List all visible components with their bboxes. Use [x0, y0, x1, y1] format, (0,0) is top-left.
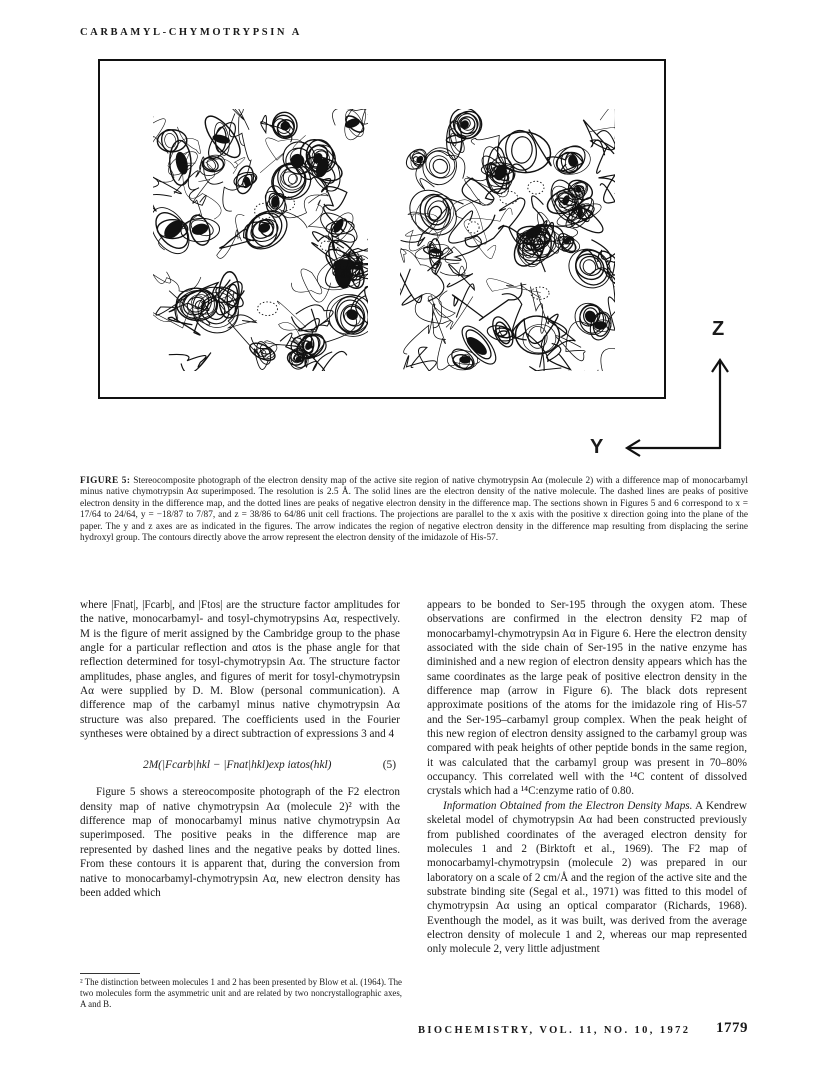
section-heading: Information Obtained from the Electron Density Maps.	[443, 799, 693, 812]
figure-caption	[80, 476, 748, 544]
footnote: ² The distinction between molecules 1 and 2 has been presented by Blow et al. (1964). The two molecules form the asymmetric unit and are related by two noncrystallographic axes, A and B.	[80, 977, 402, 1009]
right-paragraph-1: appears to be bonded to Ser-195 through the oxygen atom. These observations are confirmed in the electron density F2 map of monocarbamyl-chymotrypsin Aα in Figure 6. Here the electron density associated with the side chain of Ser-195 in the native enzyme has diminished and a new region of electron density appears which has the same coordinates as the large peak of positive electron density in the difference map (arrow in Figure 6). The black dots represent approximate positions of the atoms for the imidazole ring of His-57 and the Ser-195–carbamyl group complex. When the peak height of this new region of electron density assigned to the carbamyl group was compared with peak heights of other peptide bonds in the same region, it was calculated that the carbamyl group was present in 70–80% occupancy. This correlated well with the ¹⁴C content of dissolved crystals which had a ¹⁴C:enzyme ratio of 0.80.	[427, 599, 747, 798]
axis-indicator	[590, 318, 730, 468]
equation-text: 2M(|Fcarb|hkl − |Fnat|hkl)exp iαtos(hkl)	[143, 759, 332, 772]
density-map-right-image	[400, 109, 615, 371]
axis-arrows	[590, 318, 730, 468]
left-paragraph-1: where |Fnat|, |Fcarb|, and |Ftos| are the structure factor amplitudes for the native, monocarbamyl- and tosyl-chymotrypsins Aα, respectively. M is the figure of merit assigned by the Cambridge group to the phase angle for a particular reflection and αtos is the phase angle for that reflection determined for tosyl-chymotrypsin Aα. The structure factor amplitudes, phase angles, and figures of merit for tosyl-chymotrypsin Aα were supplied by D. M. Blow (personal communication). A difference map of the carbamyl minus native chymotrypsin Aα structure was also prepared. The coefficients used in the Fourier syntheses were obtained by a direct subtraction of expressions 3 and 4	[80, 599, 400, 741]
equation-5	[80, 750, 400, 778]
right-paragraph-2	[427, 799, 747, 957]
stereo-figure-frame	[98, 59, 666, 399]
page-number: 1779	[716, 1020, 748, 1036]
right-text-column	[427, 598, 747, 957]
right-paragraph-2-text: A Kendrew skeletal model of chymotrypsin Aα had been constructed previously from published coordinates of the averaged electron density for molecules 1 and 2 (Birktoft et al., 1969). The F2 map of monocarbamyl-chymotrypsin (molecule 2) was prepared in our laboratory on a scale of 2 cm/Å and the region of the active site and the substrate binding site (Segal et al., 1971) was fitted to this model of chymotrypsin Aα using an optical comparator (Richards, 1968). Eventhough the model, as it was built, was derived from the average electron density of molecule 1 and 2, whereas our map represented only molecule 2, very little adjustment	[427, 799, 747, 956]
figure-caption-text: Stereocomposite photograph of the electron density map of the active site region of native chymotrypsin Aα (molecule 2) with a difference map of monocarbamyl minus native chymotrypsin Aα superimposed. The resolution is 2.5 Å. The solid lines are the electron density of the native molecule. The dashed lines are peaks of positive electron density in the difference map, and the dotted lines are peaks of negative electron density in the difference map. The sections shown in Figures 5 and 6 correspond to x = 17/64 to 24/64, y = −18/87 to 7/87, and z = 38/86 to 64/86 unit cell fractions. The projections are parallel to the x axis with the positive x direction going into the plane of the paper. The y and z axes are as indicated in the figures. The arrow indicates the region of negative electron density in the difference map resulting from displacing the serine hydroxyl group. The contours directly above the arrow represent the electron density of the imidazole of His-57.	[80, 476, 749, 544]
density-map-left-image	[153, 109, 368, 371]
figure-caption-label: FIGURE 5:	[80, 476, 131, 486]
y-axis-label: Y	[590, 436, 604, 458]
footnote-rule	[80, 973, 140, 974]
left-paragraph-2: Figure 5 shows a stereocomposite photograph of the F2 electron density map of native chymotrypsin Aα (molecule 2)² with the difference map of monocarbamyl minus native chymotrypsin Aα superimposed. The positive peaks in the difference map are represented by dashed lines and the negative peaks by dotted lines. From these contours it is apparent that, during the conversion from native to monocarbamyl-chymotrypsin Aα, new electron density has been added which	[80, 786, 400, 899]
left-text-column	[80, 598, 400, 900]
equation-number: (5)	[382, 759, 396, 772]
journal-footer: BIOCHEMISTRY, VOL. 11, NO. 10, 1972	[418, 1025, 691, 1036]
z-axis-label: Z	[712, 318, 725, 340]
running-title: CARBAMYL-CHYMOTRYPSIN A	[80, 27, 302, 38]
